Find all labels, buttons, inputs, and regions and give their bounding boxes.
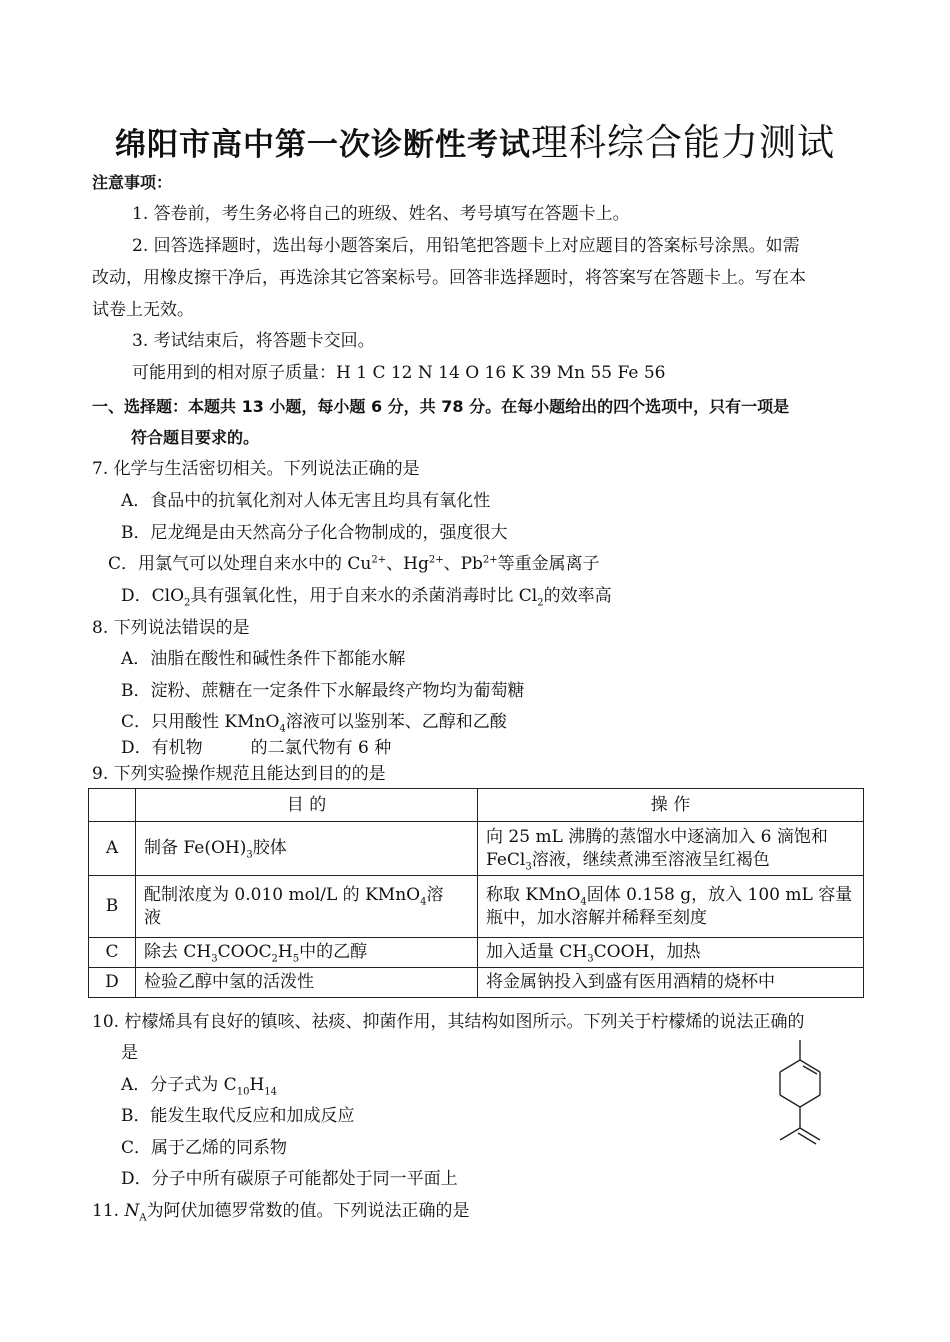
notice-heading: 注意事项： [92,173,173,192]
row-op: 向 25 mL 沸腾的蒸馏水中逐滴加入 6 滴饱和 FeCl$_3$溶液，继续煮沸至溶液呈红褐色 [478,822,864,876]
title-part2: 理科综合能力测试 [531,121,835,164]
table-header-goal: 目 的 [136,789,478,822]
table-header-row [89,789,864,822]
notice-item-2-line-3: 试卷上无效。 [92,300,194,320]
q10-option-a: A．分子式为 $C_{10}H_{14}$ [121,1075,277,1098]
notice-item-2-line-1: 2. 回答选择题时，选出每小题答案后，用铅笔把答题卡上对应题目的答案标号涂黑。如需 [132,236,800,256]
q7-option-a: A．食品中的抗氧化剂对人体无害且均具有氧化性 [121,491,491,511]
row-op: 加入适量 $CH_3COOH$，加热 [478,938,864,968]
q10-stem-line-2: 是 [121,1043,138,1063]
q8-stem: 8. 下列说法错误的是 [92,618,250,638]
table-header-blank [89,789,136,822]
q8-option-b: B．淀粉、蔗糖在一定条件下水解最终产物均为葡萄糖 [121,681,525,701]
q7-option-b: B．尼龙绳是由天然高分子化合物制成的，强度很大 [121,523,508,543]
q10-option-d: D．分子中所有碳原子可能都处于同一平面上 [121,1169,458,1189]
q10-stem-line-1: 10. 柠檬烯具有良好的镇咳、祛痰、抑菌作用，其结构如图所示。下列关于柠檬烯的说法正确的 [92,1012,805,1032]
q9-table [88,788,864,998]
row-goal: 除去 $CH_3COOC_2H_5$中的乙醇 [136,938,478,968]
row-goal: 配制浓度为 0.010 mol/L 的 KMnO$_4$溶 液 [136,876,478,938]
row-label: D [89,968,136,998]
row-label: C [89,938,136,968]
table-row [89,938,864,968]
q8-option-d: D．有机物 的二氯代物有 6 种 [121,738,392,758]
q10-option-c: C．属于乙烯的同系物 [121,1138,288,1158]
q7-option-c: C．用氯气可以处理自来水中的 $Cu^{2+}$、$Hg^{2+}$、$Pb^{2+}$等重金属离子 [108,554,600,574]
q10-option-b: B．能发生取代反应和加成反应 [121,1106,355,1126]
notice-item-1: 1. 答卷前，考生务必将自己的班级、姓名、考号填写在答题卡上。 [132,204,630,224]
q7-option-d: D．ClO$_2$具有强氧化性，用于自来水的杀菌消毒时比 $Cl_2$的效率高 [121,586,612,609]
page-title [0,112,950,166]
limonene-structure-icon [768,1038,828,1148]
q7-stem: 7. 化学与生活密切相关。下列说法正确的是 [92,459,420,479]
row-goal: 检验乙醇中氢的活泼性 [136,968,478,998]
table-header-op: 操 作 [478,789,864,822]
table-row [89,968,864,998]
row-goal: 制备 $Fe(OH)_3$胶体 [136,822,478,876]
notice-item-2-line-2: 改动，用橡皮擦干净后，再选涂其它答案标号。回答非选择题时，将答案写在答题卡上。写在本 [92,268,806,288]
table-row [89,822,864,876]
q11-stem: 11. $N_A$为阿伏加德罗常数的值。下列说法正确的是 [92,1201,470,1224]
q9-stem: 9. 下列实验操作规范且能达到目的的是 [92,764,386,784]
row-op: 将金属钠投入到盛有医用酒精的烧杯中 [478,968,864,998]
section1-line-2: 符合题目要求的。 [131,428,260,447]
atomic-mass-line: 可能用到的相对原子质量：H 1 C 12 N 14 O 16 K 39 Mn 55 Fe 56 [132,363,666,383]
row-label: B [89,876,136,938]
notice-item-3: 3. 考试结束后，将答题卡交回。 [132,331,375,351]
q8-option-a: A．油脂在酸性和碱性条件下都能水解 [121,649,406,669]
q8-option-c: C．只用酸性 KMnO$_4$溶液可以鉴别苯、乙醇和乙酸 [121,712,507,735]
title-part1: 绵阳市高中第一次诊断性考试 [115,127,531,163]
row-label: A [89,822,136,876]
section1-line-1: 一、选择题：本题共 13 小题，每小题 6 分，共 78 分。在每小题给出的四个选项中，只有一项是 [92,397,790,416]
row-op: 称取 KMnO$_4$固体 0.158 g，放入 100 mL 容量 瓶中，加水溶解并稀释至刻度 [478,876,864,938]
table-row [89,876,864,938]
